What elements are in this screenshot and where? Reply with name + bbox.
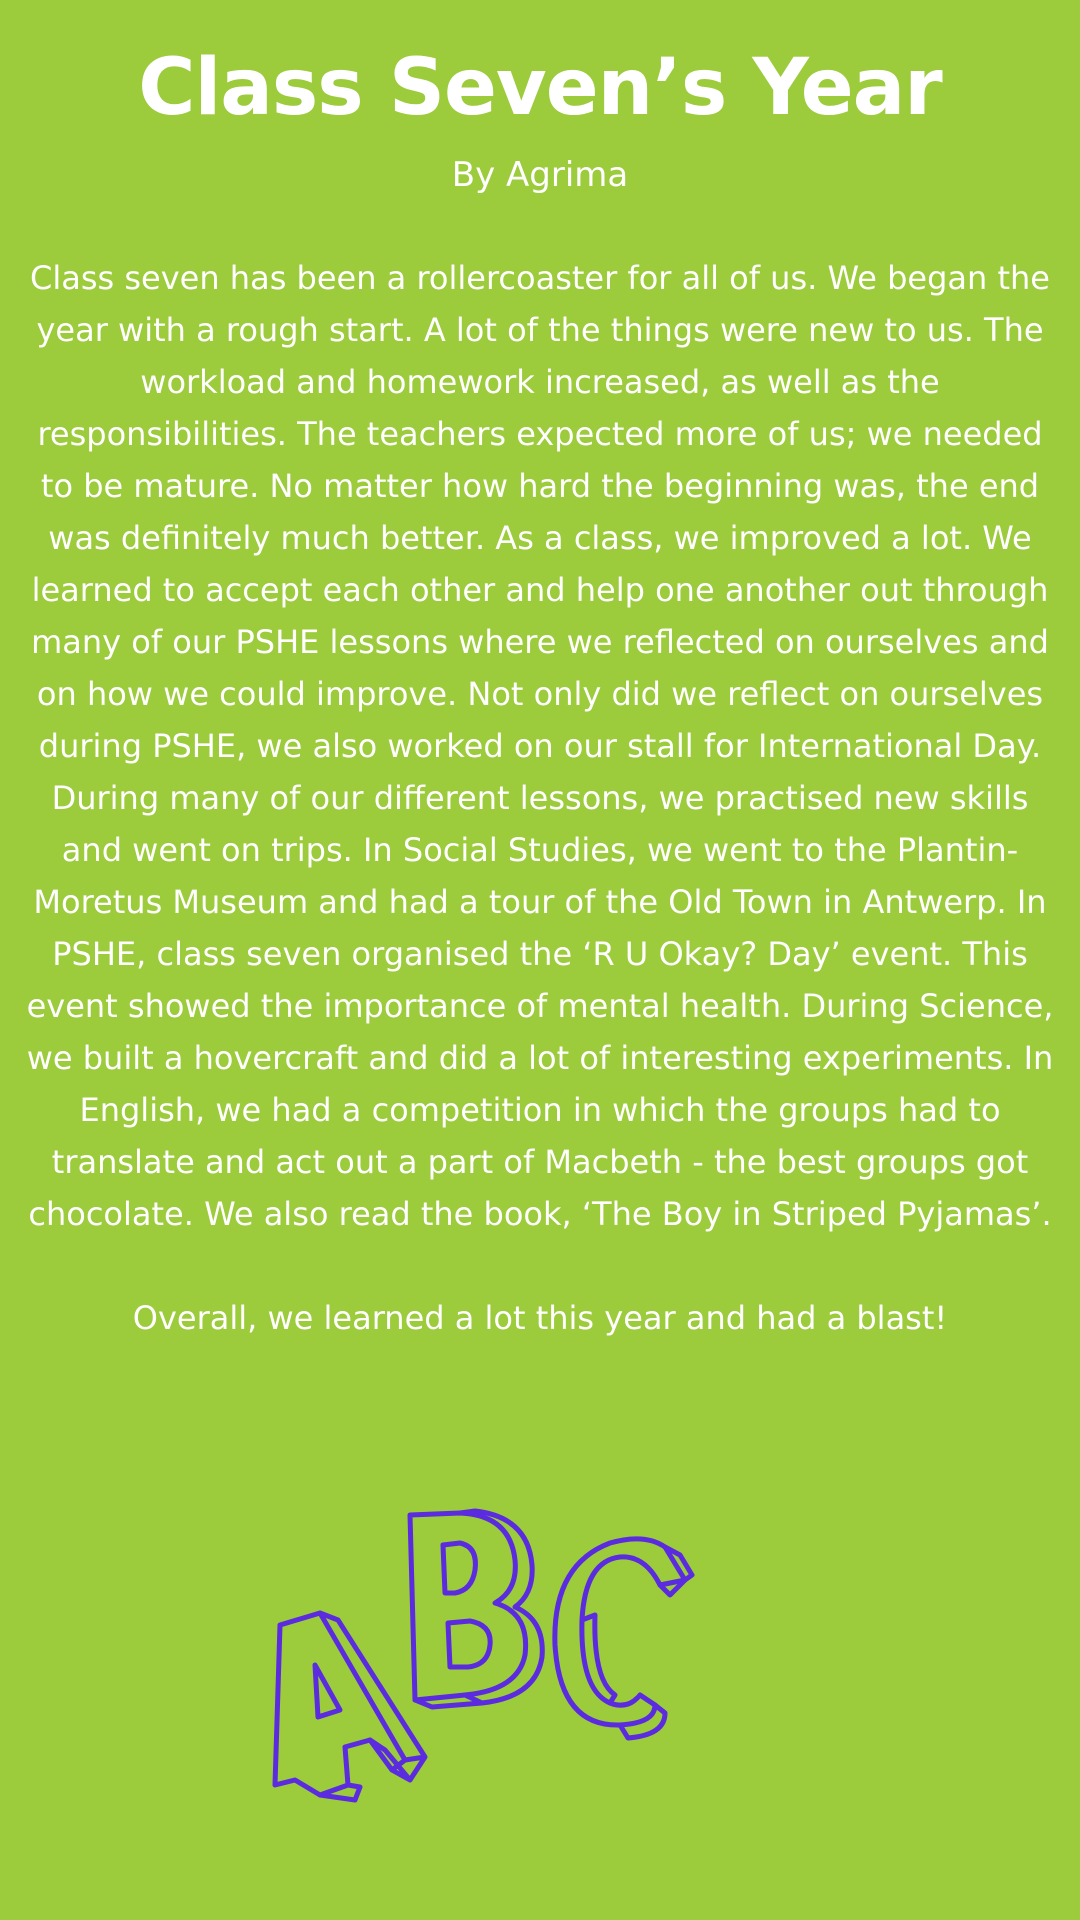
letter-a-counter-icon: [315, 1665, 340, 1717]
page-title: Class Seven’s Year: [138, 43, 942, 133]
letter-c-icon: [555, 1539, 685, 1725]
paragraph-conclusion: Overall, we learned a lot this year and had a blast!: [132, 1299, 948, 1337]
paragraph-lessons: During many of our different lessons, we practised new skills and went on trips. In Social Studies, we went to the Plantin-Moretus Museum and had a tour of the Old Town in Antwerp. In PSHE, class seven organised the ‘R U Okay? Day’ event. This event showed the importance of mental health. During Science, we built a hovercraft and did a lot of interesting experiments. In English, we had a competition in which the groups had to translate and act out a part of Macbeth - the best groups got chocolate. We also read the book, ‘The Boy in Striped Pyjamas’.: [26, 779, 1054, 1233]
paragraph-gap: [24, 1240, 1056, 1292]
paragraph-intro: Class seven has been a rollercoaster for all of us. We began the year with a rough start. A lot of the things were new to us. The workload and homework increased, as well as the responsibilities. The teachers expected more of us; we needed to be mature. No matter how hard the beginning was, the end was definitely much better. As a class, we improved a lot. We learned to accept each other and help one another out through many of our PSHE lessons where we reflected on ourselves and on how we could improve. Not only did we reflect on ourselves during PSHE, we also worked on our stall for International Day.: [30, 259, 1050, 765]
letter-b-lower-counter-icon: [448, 1621, 490, 1667]
author-byline: By Agrima: [451, 155, 629, 195]
letter-b-icon: [410, 1513, 526, 1700]
abc-letters-icon: [260, 1495, 820, 1895]
letter-b-extrusion-icon: [415, 1511, 542, 1707]
letter-a-icon: [275, 1613, 405, 1795]
article-body: [24, 252, 1056, 1344]
letter-c-extrusion-icon: [582, 1547, 692, 1738]
letter-b-upper-counter-icon: [443, 1543, 475, 1593]
